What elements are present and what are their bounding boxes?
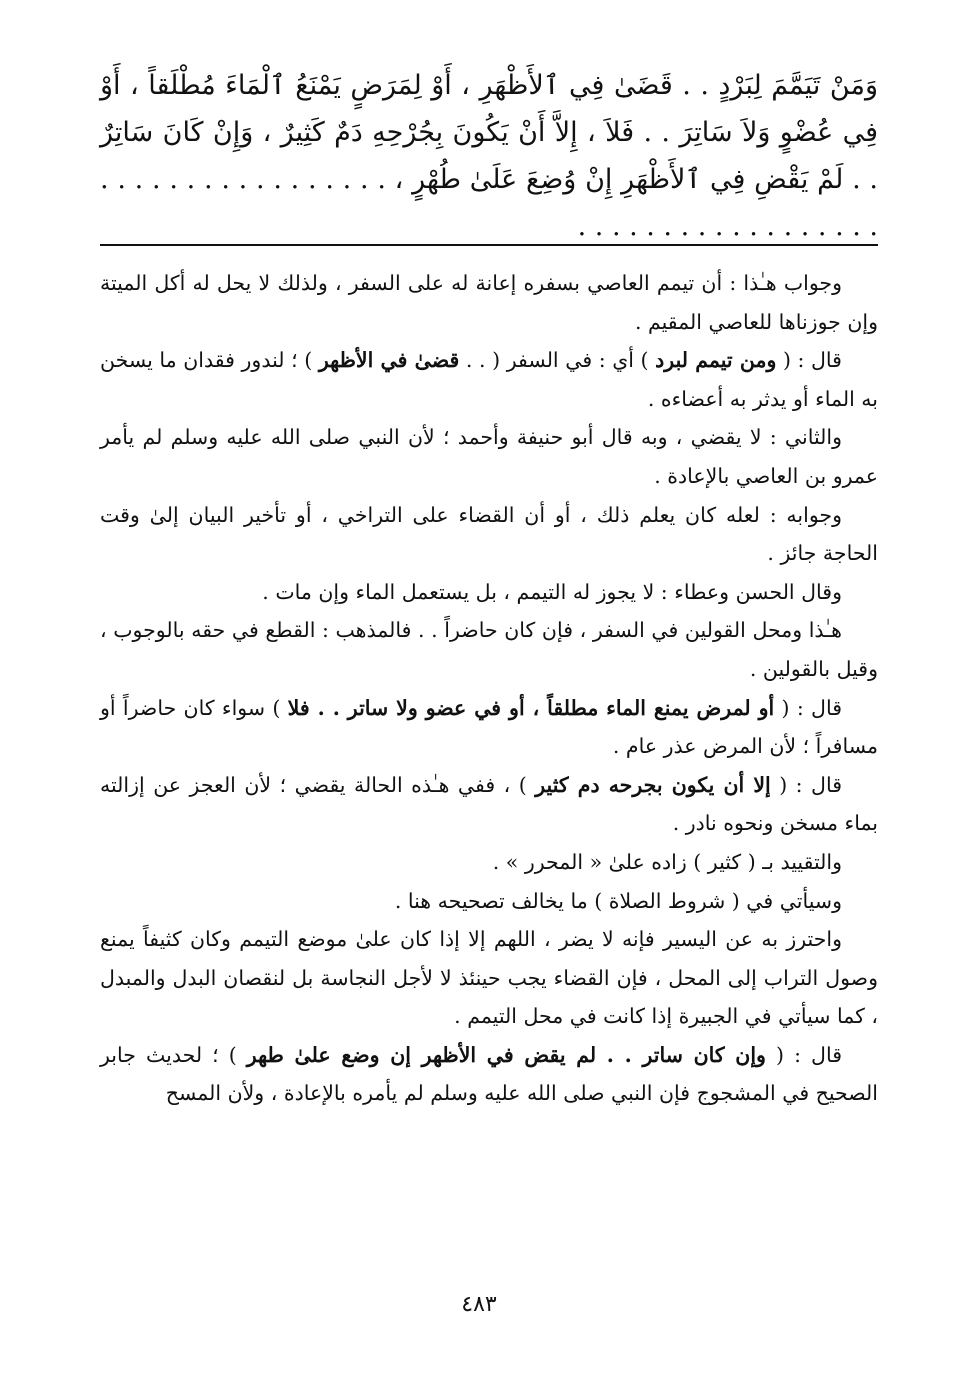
- commentary-paragraph: [100, 1036, 878, 1113]
- commentary-text: ) ؛ لندور فقدان ما يسخن به الماء أو يدثر به أعضاءه .: [100, 348, 878, 411]
- commentary-text: قال : (: [774, 695, 842, 720]
- commentary-paragraph: [100, 264, 878, 341]
- commentary-text: ) سواء كان حاضراً أو مسافراً ؛ لأن المرض عذر عام .: [100, 695, 878, 759]
- commentary-text: هـٰذا ومحل القولين في السفر ، فإن كان حاضراً . . فالمذهب : القطع في حقه بالوجوب ، وقيل بالقولين .: [100, 618, 878, 681]
- commentary-paragraph: [100, 341, 878, 418]
- commentary-text: قال : (: [776, 348, 842, 373]
- commentary-paragraph: [100, 573, 878, 612]
- commentary-text: ) ؛ لحديث جابر الصحيح في المشجوج فإن النبي صلى الله عليه وسلم لم يأمره بالإعادة ، ولأن المسح: [100, 1042, 878, 1106]
- matn-text: وَمَنْ تَيَمَّمَ لِبَرْدٍ . . قَضَىٰ فِي ٱلأَظْهَرِ ، أَوْ لِمَرَضٍ يَمْنَعُ ٱلْمَاءَ مُطْلَقاً ، أَوْ فِي عُضْوٍ وَلاَ سَاتِرَ . . فَلاَ ، إِلاَّ أَنْ يَكُونَ بِجُرْحِهِ دَمٌ كَثِيرٌ ، وَإِنْ كَانَ سَاتِرٌ . . لَمْ يَقْضِ فِي ٱلأَظْهَرِ إِنْ وُضِعَ عَلَىٰ طُهْرٍ ، . . . . . . . . . . . . . . . . . . . . . . . . . . . . . . . . . . .: [100, 70, 878, 242]
- commentary-text: وسيأتي في ( شروط الصلاة ) ما يخالف تصحيحه هنا .: [394, 888, 842, 913]
- commentary-text: وجواب هـٰذا : أن تيمم العاصي بسفره إعانة له على السفر ، ولذلك لا يحل له أكل الميتة وإن جوزناها للعاصي المقيم .: [100, 271, 878, 334]
- commentary-paragraph: [100, 611, 878, 688]
- page-number: ٤٨٣: [461, 1292, 497, 1317]
- commentary-paragraph: [100, 843, 878, 882]
- commentary-paragraph: [100, 689, 878, 766]
- commentary-text: ) ، ففي هـٰذه الحالة يقضي ؛ لأن العجز عن إزالته بماء مسخن ونحوه نادر .: [100, 772, 878, 836]
- commentary-text: قال : (: [765, 1042, 842, 1067]
- commentary-text: ) أي : في السفر ( . .: [459, 348, 656, 373]
- quoted-matn-text: وإن كان ساتر . . لم يقض في الأظهر إن وضع علىٰ طهر: [246, 1042, 766, 1067]
- quoted-matn-text: أو لمرض يمنع الماء مطلقاً ، أو في عضو ولا ساتر . . فلا: [287, 695, 775, 720]
- quoted-matn-text: ومن تيمم لبرد: [655, 348, 777, 373]
- commentary: [100, 264, 878, 1113]
- commentary-text: قال : (: [770, 772, 842, 797]
- quoted-matn-text: قضىٰ في الأظهر: [318, 348, 460, 373]
- footnote-divider: [100, 244, 878, 246]
- commentary-text: واحترز به عن اليسير فإنه لا يضر ، اللهم إلا إذا كان علىٰ موضع التيمم وكان كثيفاً يمنع وصول التراب إلى المحل ، فإن القضاء يجب حينئذ لا لأجل النجاسة بل لنقصان البدل والمبدل ، كما سيأتي في الجبيرة إذا كانت في محل التيمم .: [100, 927, 878, 1029]
- commentary-paragraph: [100, 496, 878, 573]
- commentary-text: والثاني : لا يقضي ، وبه قال أبو حنيفة وأحمد ؛ لأن النبي صلى الله عليه وسلم لم يأمر عمرو بن العاصي بالإعادة .: [100, 425, 878, 488]
- commentary-text: وقال الحسن وعطاء : لا يجوز له التيمم ، بل يستعمل الماء وإن مات .: [262, 579, 842, 604]
- book-page: [100, 62, 878, 1106]
- commentary-paragraph: [100, 766, 878, 843]
- commentary-text: وجوابه : لعله كان يعلم ذلك ، أو أن القضاء على التراخي ، أو تأخير البيان إلىٰ وقت الحاجة جائز .: [100, 502, 878, 566]
- commentary-paragraph: [100, 920, 878, 1036]
- commentary-paragraph: [100, 418, 878, 495]
- commentary-text: والتقييد بـ ( كثير ) زاده علىٰ « المحرر » .: [492, 849, 842, 874]
- quoted-matn-text: إلا أن يكون بجرحه دم كثير: [535, 772, 771, 797]
- commentary-paragraph: [100, 882, 878, 921]
